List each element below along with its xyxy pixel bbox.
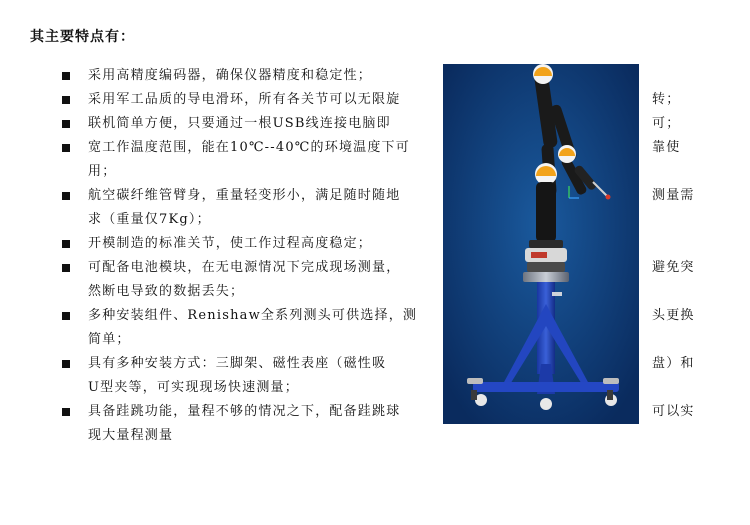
feature-line: 航空碳纤维管臂身，重量轻变形小，满足随时随地 bbox=[88, 188, 401, 203]
feature-line: 采用高精度编码器，确保仪器精度和稳定性； bbox=[88, 68, 373, 83]
bullet-icon bbox=[62, 408, 70, 416]
bullet-icon bbox=[62, 144, 70, 152]
bullet-icon bbox=[62, 96, 70, 104]
feature-list bbox=[60, 64, 440, 448]
feature-tail: 可以实 bbox=[652, 404, 695, 419]
feature-tail: 避免突 bbox=[652, 260, 695, 275]
feature-item bbox=[60, 184, 440, 232]
product-photo bbox=[443, 64, 639, 424]
feature-tail: 可； bbox=[652, 116, 681, 131]
feature-line: 简单； bbox=[88, 332, 131, 347]
feature-item bbox=[60, 304, 440, 352]
feature-line: 现大量程测量 bbox=[88, 428, 174, 443]
feature-line: 然断电导致的数据丢失； bbox=[88, 284, 245, 299]
feature-tail: 盘）和 bbox=[652, 356, 695, 371]
bullet-icon bbox=[62, 312, 70, 320]
bullet-icon bbox=[62, 360, 70, 368]
feature-line: 具有多种安装方式：三脚架、磁性表座（磁性吸 bbox=[88, 356, 387, 371]
feature-line: 联机简单方便，只要通过一根USB线连接电脑即 bbox=[88, 116, 391, 131]
feature-item bbox=[60, 400, 440, 448]
section-heading: 其主要特点有： bbox=[30, 29, 135, 45]
bullet-icon bbox=[62, 240, 70, 248]
measuring-arm-illustration bbox=[443, 64, 639, 424]
feature-tail: 头更换 bbox=[652, 308, 695, 323]
feature-item bbox=[60, 88, 440, 112]
feature-line: 用； bbox=[88, 164, 117, 179]
bullet-icon bbox=[62, 120, 70, 128]
feature-tail: 转； bbox=[652, 92, 681, 107]
feature-line: 采用军工品质的导电滑环，所有各关节可以无限旋 bbox=[88, 92, 401, 107]
feature-item bbox=[60, 136, 440, 184]
feature-item bbox=[60, 232, 440, 256]
feature-line: U型夹等，可实现现场快速测量； bbox=[88, 380, 299, 395]
feature-item bbox=[60, 112, 440, 136]
bullet-icon bbox=[62, 192, 70, 200]
feature-tail: 测量需 bbox=[652, 188, 695, 203]
feature-line: 求（重量仅7Kg）； bbox=[88, 212, 211, 227]
feature-tail: 靠使 bbox=[652, 140, 681, 155]
feature-item bbox=[60, 352, 440, 400]
feature-line: 可配备电池模块，在无电源情况下完成现场测量， bbox=[88, 260, 401, 275]
feature-line: 多种安装组件、Renishaw全系列测头可供选择，测 bbox=[88, 308, 418, 323]
feature-item bbox=[60, 64, 440, 88]
feature-line: 具备跬跳功能，量程不够的情况之下，配备跬跳球 bbox=[88, 404, 401, 419]
feature-item bbox=[60, 256, 440, 304]
bullet-icon bbox=[62, 264, 70, 272]
feature-line: 开模制造的标准关节，使工作过程高度稳定； bbox=[88, 236, 373, 251]
feature-line: 宽工作温度范围，能在10℃--40℃的环境温度下可 bbox=[88, 140, 410, 155]
bullet-icon bbox=[62, 72, 70, 80]
